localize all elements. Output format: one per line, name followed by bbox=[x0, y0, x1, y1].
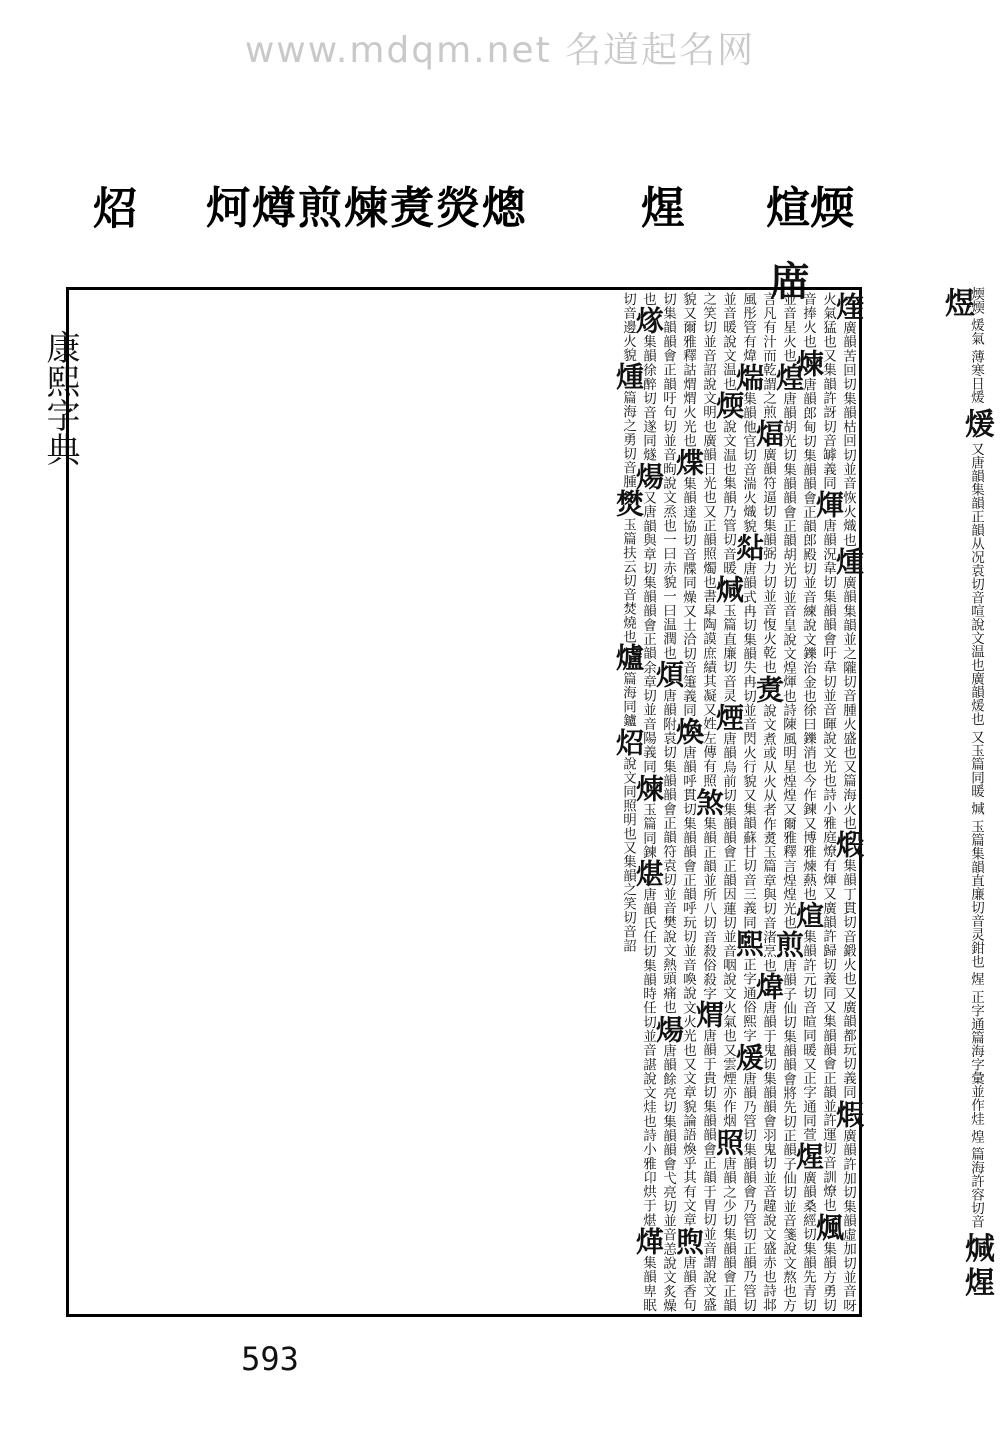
entry-definition: 唐韻乃管切集韻韻會乃管切正韻乃管切並音暖說文温也 bbox=[720, 292, 756, 1313]
entry-headword: 煗 bbox=[712, 391, 745, 420]
dictionary-body bbox=[70, 292, 865, 1313]
entry-definition: 說文温也集韻乃管切音暖 bbox=[720, 419, 736, 576]
page-number: 593 bbox=[241, 1340, 299, 1378]
dictionary-entry bbox=[612, 643, 645, 728]
entry-headword: 煠 bbox=[672, 447, 705, 477]
entry-definition: 玉篇扶云切音焚燒也 bbox=[620, 517, 636, 643]
entry-definition: 唐韻胡光切集韻韻會正韻胡光切並音皇說文煌煇也詩陳風明星煌煌又爾雅釋言煌煌光也 bbox=[780, 391, 796, 930]
entry-headword: 煓 bbox=[732, 362, 765, 392]
seal-char-sub: 庿 bbox=[770, 258, 810, 305]
entry-definition: 正字通俗熙字 bbox=[740, 958, 756, 1044]
entry-definition: 說文同照明也又集韻之笑切音詔 bbox=[620, 756, 636, 952]
entry-headword: 煋 bbox=[792, 1141, 825, 1171]
seal-char-c: 煋 bbox=[641, 183, 685, 234]
entry-headword: 煄 bbox=[612, 362, 645, 391]
entry-headword: 煏 bbox=[752, 419, 785, 449]
entry-definition: 集韻達協切音牒同燥又士洽切音箑義同 bbox=[680, 476, 696, 717]
entry-headword: 煅 bbox=[832, 830, 865, 860]
right-head-4: 煜 bbox=[939, 287, 974, 317]
entry-headword: 煎 bbox=[772, 929, 805, 959]
entry-headword: 煒 bbox=[752, 972, 785, 1001]
entry-headword: 煘 bbox=[712, 575, 745, 605]
entry-headword: 煫 bbox=[632, 306, 665, 335]
entry-headword: 煆 bbox=[832, 1099, 865, 1129]
dictionary-entry bbox=[812, 490, 845, 1213]
entry-headword: 煁 bbox=[632, 858, 665, 888]
entry-definition: 集韻丁貫切音鍛火也又廣韻都玩切義同 bbox=[840, 859, 856, 1100]
right-text: 又唐韻集韻正韻从况袁切音喧說文温也廣韻煖也 又玉篇同暖 煘 玉篇集韻直廉切音灵鉗也 煋 正字通篇海字彙並作烓 煌 篇海許容切音 bbox=[968, 442, 984, 1229]
dictionary-entry bbox=[732, 362, 765, 533]
entry-headword: 煙 bbox=[712, 703, 745, 732]
entry-definition: 集韻正韻並所八切音殺俗殺字 bbox=[700, 816, 716, 1001]
right-head-3: 煋 bbox=[959, 1266, 994, 1297]
dictionary-entry bbox=[832, 547, 865, 831]
entry-definition: 廣韻集韻並之隴切音腫火盛也又篇海火也 bbox=[840, 575, 856, 831]
entry-definition: 唐韻子仙切集韻韻會將先切正韻子仙切並音箋說文熬也方言凡有汁而乾謂之煎 bbox=[760, 292, 796, 1313]
dictionary-entry bbox=[612, 362, 645, 489]
entry-headword: 煥 bbox=[672, 716, 705, 746]
entry-definition: 唐韻于貴切集韻韻會正韻于胃切並音謂說文盛貌又爾雅釋詁煟煟火光也 bbox=[680, 292, 716, 1313]
dictionary-entry bbox=[692, 787, 725, 1001]
entry-headword: 煞 bbox=[692, 787, 725, 817]
dictionary-entry bbox=[712, 391, 745, 576]
right-head-2: 煘 bbox=[959, 1232, 994, 1263]
entry-definition: 唐韻香句切集韻韻會正韻吁句切並音昫說文烝也一曰赤貌一曰温潤也 bbox=[660, 292, 696, 1313]
entry-headword: 煕 bbox=[732, 929, 765, 959]
entry-definition: 集韻卑眠切音邊火貌 bbox=[620, 292, 656, 1313]
entry-definition: 廣韻符逼切集韻弼力切並音愎火乾也 bbox=[760, 448, 776, 675]
seal-char-group-b: 炣燇煎煉煑熒熜 bbox=[206, 183, 528, 234]
entry-headword: 煔 bbox=[732, 532, 765, 562]
entry-definition: 廣韻桑經切集韻先青切並音星火也 bbox=[780, 292, 816, 1313]
entry-headword: 炤 bbox=[612, 727, 645, 756]
entry-headword: 煇 bbox=[812, 490, 845, 519]
dictionary-entry bbox=[672, 716, 705, 1227]
entry-headword: 煉 bbox=[792, 348, 825, 378]
dictionary-entry bbox=[712, 703, 745, 1128]
dictionary-entry bbox=[732, 929, 765, 1044]
entry-headword: 煦 bbox=[672, 1226, 705, 1256]
entry-definition: 集韻方勇切音捧火也 bbox=[800, 292, 836, 1313]
dictionary-entry bbox=[712, 575, 745, 704]
right-line-1: 煗煗 煖氣 bbox=[968, 287, 984, 346]
dictionary-entry bbox=[652, 660, 685, 1015]
entry-headword: 煌 bbox=[772, 362, 805, 392]
dictionary-entry bbox=[632, 858, 665, 1228]
entry-definition: 唐韻附袁切集韻韻會正韻符袁切並音樊說文熱頭痛也 bbox=[660, 688, 676, 1015]
book-title: 康熙字典 bbox=[40, 330, 80, 466]
entry-definition: 集韻徐醉切音遂同燧 bbox=[640, 334, 656, 463]
entry-definition: 集韻他官切音湍火熾貌 bbox=[740, 391, 756, 533]
entry-headword: 照 bbox=[712, 1127, 745, 1157]
entry-headword: 煉 bbox=[632, 773, 665, 803]
entry-definition: 又唐韻與章切集韻韻會正韻余章切並音陽義同 bbox=[640, 490, 656, 774]
entry-headword: 煟 bbox=[692, 1000, 725, 1030]
entry-headword: 煈 bbox=[812, 1212, 845, 1242]
entry-definition: 玉篇直廉切音灵 bbox=[720, 604, 736, 704]
entry-headword: 爐 bbox=[612, 643, 645, 672]
entry-definition: 廣韻苦回切集韻枯回切並音恢火熾也 bbox=[840, 320, 856, 548]
entry-headword: 煬 bbox=[652, 1014, 685, 1044]
entry-definition: 唐韻于鬼切集韻韻會羽鬼切並音韙說文盛赤也詩邶風彤管有煒 bbox=[740, 292, 776, 1313]
entry-headword: 煊 bbox=[792, 901, 825, 930]
right-head-1: 煖 bbox=[959, 407, 994, 438]
entry-definition: 廣韻許加切集韻虛加切並音呀火氣猛也又集韻許訝切音罅義同 bbox=[820, 292, 856, 1313]
entry-definition: 玉篇同鍊 bbox=[640, 802, 656, 859]
right-column bbox=[866, 287, 994, 1317]
right-line-2: 薄寒日煖 bbox=[968, 349, 984, 404]
entry-definition: 說文煮或从火从者作煑玉篇章與切音渚烹也 bbox=[760, 703, 776, 973]
entry-headword: 煑 bbox=[752, 674, 785, 704]
entry-headword: 煂 bbox=[632, 1227, 665, 1256]
seal-char-group-d: 煊煗 bbox=[766, 183, 854, 234]
entry-definition: 唐韻況韋切集韻韻會吁韋切並音暉說文光也詩小雅庭燎有煇又廣韻許歸切義同又集韻韻會正韻並許運切音訓燎也 bbox=[820, 518, 836, 1213]
entry-definition: 唐韻餘亮切集韻韻會弋亮切並音恙說文炙燥也 bbox=[640, 292, 676, 1313]
entry-definition: 篇海同鑪 bbox=[620, 671, 636, 728]
entry-definition: 唐韻烏前切集韻韻會正韻因蓮切並音咽說文火氣也又雲煙亦作烟 bbox=[720, 731, 736, 1128]
entry-definition: 唐韻式冉切集韻失冉切並音閃火行貌又集韻蘇甘切音三義同 bbox=[740, 561, 756, 930]
entry-definition: 篇海之勇切音腫 bbox=[620, 390, 636, 489]
entry-definition: 唐韻氏任切集韻時任切並音諶說文烓也詩小雅卬烘于煁 bbox=[640, 887, 656, 1228]
dictionary-entry bbox=[632, 773, 665, 859]
seal-script-row bbox=[86, 185, 866, 249]
dictionary-entry bbox=[752, 674, 785, 973]
dictionary-entry bbox=[832, 830, 865, 1100]
entry-headword: 煖 bbox=[732, 1043, 765, 1072]
entry-definition: 唐韻呼貫切集韻韻會正韻呼玩切並音喚說文火光也又文章貌論語煥乎其有文章 bbox=[680, 745, 696, 1227]
seal-char-a: 炤 bbox=[85, 185, 136, 229]
dictionary-entry bbox=[612, 488, 645, 644]
entry-headword: 燓 bbox=[612, 488, 645, 517]
entry-headword: 煃 bbox=[832, 292, 865, 321]
dictionary-entry bbox=[612, 727, 645, 953]
entry-headword: 煄 bbox=[832, 547, 865, 576]
entry-definition: 唐韻郎甸切集韻韻會正韻郎殿切並音練說文鑠治金也徐曰鑠消也今作鍊又博雅煉爇也 bbox=[800, 377, 816, 901]
entry-definition: 唐韻之少切集韻韻會正韻之笑切並音詔說文明也廣韻日光也又正韻照燭也書皐陶謨庶績其凝又姓左傳有照 bbox=[700, 292, 736, 1313]
dictionary-entry bbox=[792, 348, 825, 901]
watermark: www.mdqm.net 名道起名网 bbox=[244, 30, 756, 71]
entry-headword: 煩 bbox=[652, 660, 685, 689]
entry-headword: 煬 bbox=[632, 462, 665, 491]
entry-definition: 集韻許元切音暄同暖又正字通同萱 bbox=[800, 929, 816, 1142]
